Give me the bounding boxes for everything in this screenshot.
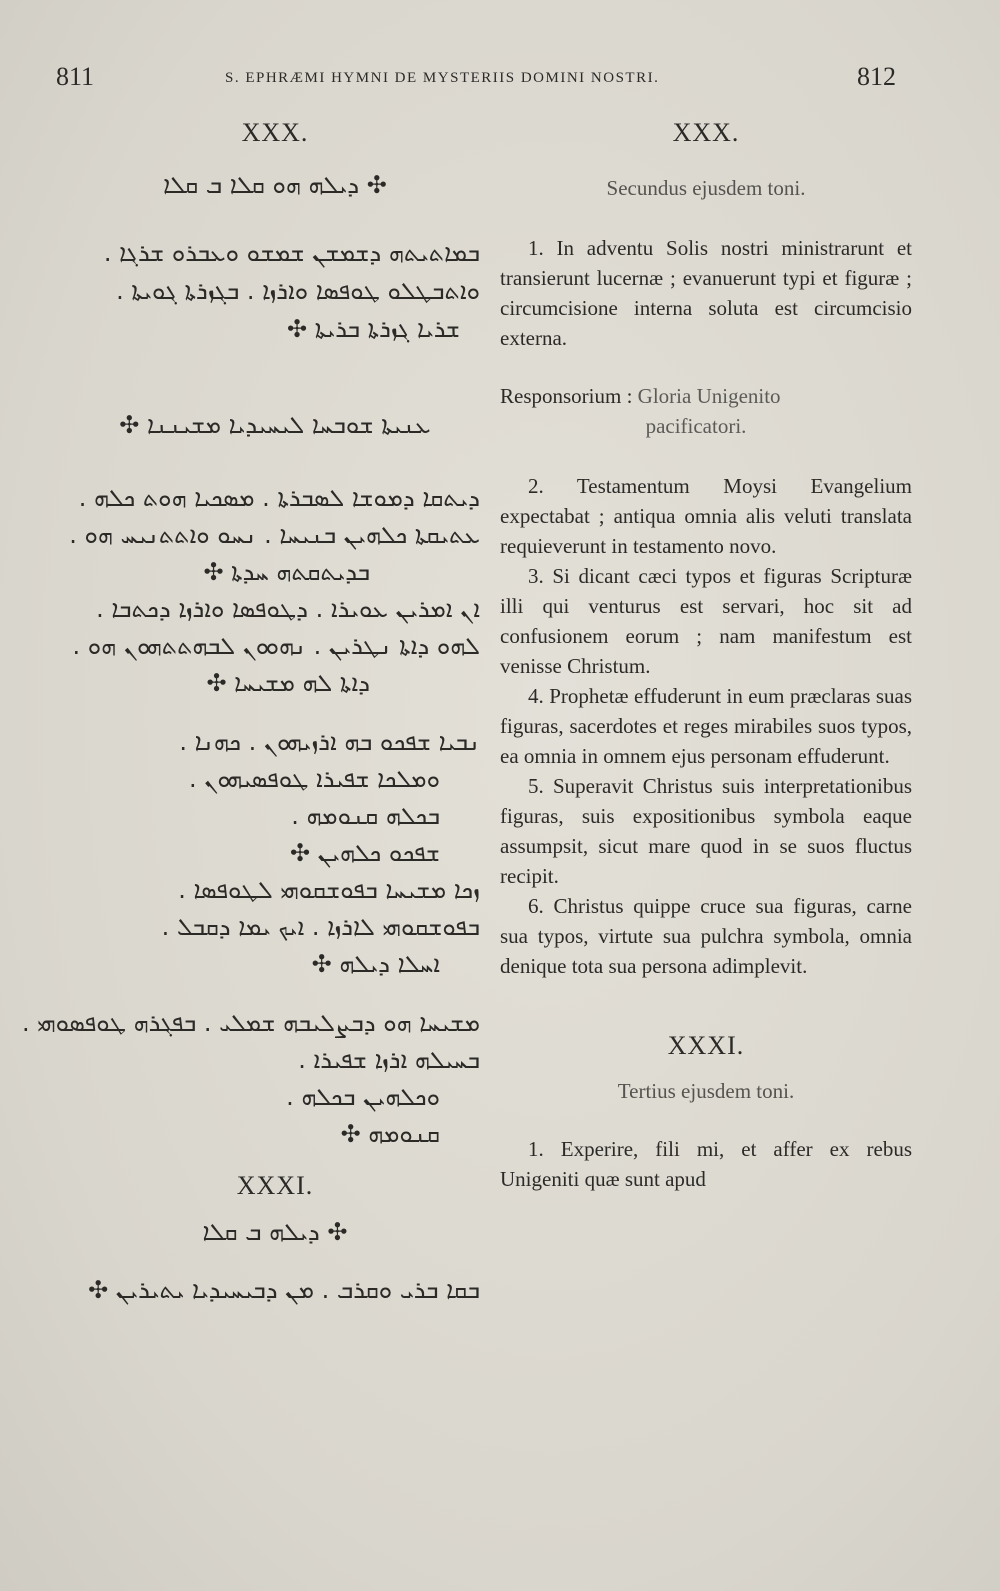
section-subtitle: Secundus ejusdem toni. (606, 176, 806, 200)
latin-paragraph: 5. Superavit Christus suis interpretationibus figuras, suis expositionibus symbola eaque assumpsit, sicut mare quod in se suos fluctus recipit. (500, 774, 912, 888)
syriac-line: ܥܬܝܩܬܐ ܟܠܗܝܢ ܒܢܝܚܐ . ܢܚܘ ܘܐܬܬܢܝܚ ܗܘ . (69, 521, 480, 549)
syriac-line: ܒܕܝܬܩܬܗ ܚܕܬܐ ✣ (203, 558, 370, 586)
syriac-line: ܕܝܬܩܐ ܕܡܘܫܐ ܠܣܒܪܬܐ . ܡܣܟܝܐ ܗܘܬ ܟܠܗ . (78, 484, 480, 512)
section-title-xxx-right: XXX. (672, 118, 740, 147)
latin-paragraph: 2. Testamentum Moysi Evangelium expectabat ; antiqua omnia alis veluti translata requieverunt in testamento novo. (500, 474, 912, 558)
latin-column (500, 118, 912, 1578)
syriac-line: ܫܦܟܘ ܟܠܗܝܢ ✣ (290, 839, 440, 867)
running-title: S. EPHRÆMI HYMNI DE MYSTERIIS DOMINI NOSTRI. (225, 70, 660, 86)
responsorium-text-cont: pacificatori. (645, 414, 747, 438)
latin-paragraph: 1. Experire, fili mi, et affer ex rebus Unigeniti quæ sunt apud (500, 1137, 912, 1191)
latin-paragraph: 6. Christus quippe cruce sua figuras, carne sua typos, virtute sua pulchra symbola, omnia denique tota sua persona adimplevit. (500, 894, 912, 978)
syriac-line: ܙܟܐ ܡܫܝܚܐ ܒܦܘܫܩܘܗܝ ܠܛܘܦܣܐ . (178, 876, 480, 904)
syriac-line: ܘܟܠܗܝܢ ܒܟܠܗ . (286, 1083, 440, 1111)
syriac-column (21, 118, 480, 1578)
syriac-section-heading: ✣ ܕܝܠܗ ܗܘ ܩܠܐ ܒ ܩܠܐ (163, 171, 387, 199)
responsorium-label: Responsorium : (500, 384, 638, 408)
syriac-stanza-1 (70, 234, 480, 348)
page-header (0, 62, 1000, 102)
syriac-line: ܒܡܐܬܝܬܗ ܕܫܡܫܢ ܫܡܫܘ ܘܥܒܪܘ ܫܪܓܐ . (103, 239, 480, 267)
latin-paragraph: 4. Prophetæ effuderunt in eum præclaras suas figuras, sacerdotes et reges mirabiles suos typos, ea omnia in omnem ejus personam effuderunt. (500, 684, 912, 768)
syriac-line: ܡܫܝܚܐ ܗܘ ܕܒܨܠܝܒܗ ܫܡܠܝ . ܒܦܓܪܗ ܛܘܦܣܘܗܝ . (21, 1009, 480, 1037)
section-title-xxx-left: XXX. (241, 118, 309, 147)
syriac-refrain: ܥܢܝܬܐ ܫܘܒܚܐ ܠܝܚܝܕܝܐ ܡܫܝܢܢܐ ✣ (119, 411, 431, 439)
latin-paragraph: 3. Si dicant cæci typos et figuras Scripturæ illi qui venturus est servari, hoc sit ad confusionem eorum ; nam manifestum est venisse Christum. (500, 564, 912, 678)
page-number-right: 812 (857, 62, 896, 91)
syriac-section-heading-2: ✣ ܕܝܠܗ ܒ ܩܠܐ (202, 1218, 348, 1246)
section-subtitle-2: Tertius ejusdem toni. (617, 1079, 795, 1103)
syriac-line: ܘܐܬܒܛܠܘ ܛܘܦܣܐ ܘܐܪܙܐ . ܒܓܙܪܬܐ ܓܘܝܬܐ . (116, 277, 480, 305)
syriac-line: ܒܟܠܗ ܩܢܘܡܗ . (291, 802, 440, 830)
section-title-xxxi-right: XXXI. (667, 1031, 745, 1060)
syriac-line: ܕܐܬܐ ܠܗ ܡܫܝܚܐ ✣ (206, 669, 370, 697)
responsorium-text: Gloria Unigenito (637, 384, 781, 408)
section-title-xxxi-left: XXXI. (236, 1171, 314, 1200)
syriac-line: ܒܚܝܠܗ ܐܪܙܐ ܫܦܝܪܐ . (298, 1046, 480, 1074)
syriac-line: ܐܚܠܐ ܕܝܠܗ ✣ (311, 950, 440, 978)
syriac-line: ܩܢܘܡܗ ✣ (340, 1120, 440, 1148)
syriac-line: ܐܢ ܐܡܪܝܢ ܥܘܝܪܐ . ܕܛܘܦܣܐ ܘܐܪܙܐ ܕܟܬܒܐ . (96, 595, 480, 623)
syriac-line: ܘܡܠܟܐ ܫܦܝܪܐ ܛܘܦܣܝܗܘܢ . (189, 765, 440, 793)
page-number-left: 811 (56, 62, 95, 91)
syriac-line: ܒܦܘܫܩܘܗܝ ܠܐܪܙܐ . ܐܝܟ ܝܡܐ ܕܩܒܠ . (161, 913, 480, 941)
latin-paragraph: 1. In adventu Solis nostri ministrarunt et transierunt lucernæ ; evanuerunt typi et figuræ ; circumcisione interna soluta est circumcisio externa. (500, 236, 912, 350)
syriac-line: ܢܒܝܐ ܫܦܟܘ ܒܗ ܐܪܙܝܗܘܢ . ܟܗܢܐ . (179, 728, 480, 756)
syriac-line: ܠܗܘ ܕܐܬܐ ܢܛܪܝܢ . ܢܗܘܘܢ ܠܒܗܬܬܗܘܢ ܗܘ . (72, 632, 480, 660)
responsorium (500, 381, 912, 441)
syriac-stanza-2 (21, 480, 480, 1153)
syriac-stanza-3 (70, 1271, 480, 1309)
syriac-line: ܒܩܐ ܒܪܝ ܘܩܪܒ . ܡܢ ܕܒܝܚܝܕܝܐ ܝܬܝܪܝܢ ✣ (88, 1276, 480, 1304)
syriac-line: ܫܪܝܐ ܓܙܪܬܐ ܒܪܝܬܐ ✣ (286, 315, 460, 343)
